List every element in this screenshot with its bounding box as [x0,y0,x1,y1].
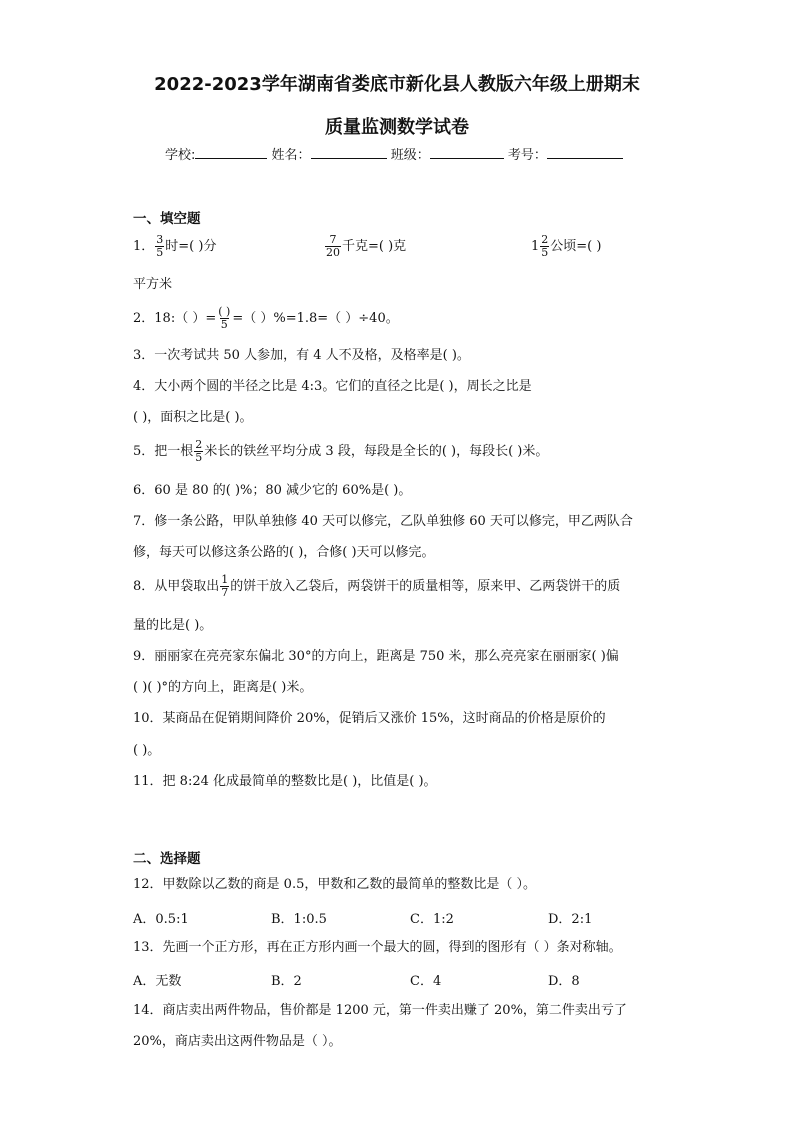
fraction: $\frac{1}{7}$ [221,573,229,599]
question-1-tail: 平方米 [133,277,173,292]
fraction: $\frac{( )}{5}$ [218,305,231,331]
question-12: 12．甲数除以乙数的商是 0.5，甲数和乙数的最简单的整数比是（ ）。 [133,877,536,892]
question-9-line1: 9．丽丽家在亮亮家东偏北 30°的方向上，距离是 750 米，那么亮亮家在丽丽家( )偏 [133,649,619,664]
question-2: 2．18:（ ）= $\frac{( )}{5}$ =（ ）%=1.8=（ ）÷40。 [133,305,399,331]
option-b: B．1:0.5 [271,912,327,927]
section-fill-in-title: 一、填空题 [133,211,201,227]
question-14-line1: 14．商店卖出两件物品，售价都是 1200 元，第一件卖出赚了 20%，第二件卖出亏了 [133,1003,627,1018]
name-label: 姓名： [271,148,311,163]
question-11: 11．把 8:24 化成最简单的整数比是( )，比值是( )。 [133,774,437,789]
question-9-line2: ( )( )°的方向上，距离是( )米。 [133,680,313,695]
fraction: $\frac{7}{20}$ [326,233,340,259]
fraction: $\frac{2}{5}$ [195,438,203,464]
student-info-row [165,144,623,163]
fraction: $\frac{2}{5}$ [541,233,549,259]
exam-number-label: 考号： [507,148,547,163]
question-1-part-2: $\frac{7}{20}$ 千克=( )克 [326,233,407,259]
question-1: 1． $\frac{3}{5}$ 时=( )分 [133,233,217,259]
option-c: C．4 [410,974,442,989]
question-4-line1: 4．大小两个圆的半径之比是 4:3。它们的直径之比是( )，周长之比是 [133,379,532,394]
school-label: 学校: [165,148,196,163]
question-3: 3．一次考试共 50 人参加，有 4 人不及格，及格率是( )。 [133,348,470,363]
exam-title-line2: 质量监测数学试卷 [325,117,469,138]
option-d: D．8 [548,974,580,989]
school-blank [195,146,267,159]
question-1-part-3: 1 $\frac{2}{5}$ 公顷=( ) [531,233,602,259]
question-5: 5．把一根 $\frac{2}{5}$ 米长的铁丝平均分成 3 段，每段是全长的( )，每段长( )米。 [133,438,549,464]
section-choice-title: 二、选择题 [133,851,201,867]
question-6: 6．60 是 80 的( )%；80 减少它的 60%是( )。 [133,483,412,498]
question-7-line2: 修，每天可以修这条公路的( )，合修( )天可以修完。 [133,545,435,560]
exam-title-line1: 2022-2023学年湖南省娄底市新化县人教版六年级上册期末 [154,74,640,95]
option-c: C．1:2 [410,912,454,927]
question-number: 1． [133,239,155,254]
question-4-line2: ( )，面积之比是( )。 [133,410,253,425]
name-blank [311,146,387,159]
class-label: 班级： [390,148,430,163]
option-d: D．2:1 [548,912,593,927]
option-a: A．0.5:1 [133,912,189,927]
question-13: 13．先画一个正方形，再在正方形内画一个最大的圆，得到的图形有（ ）条对称轴。 [133,940,622,955]
question-8-line2: 量的比是( )。 [133,618,213,633]
class-blank [430,146,504,159]
option-a: A．无数 [133,974,182,989]
question-10-line1: 10．某商品在促销期间降价 20%，促销后又涨价 15%，这时商品的价格是原价的 [133,711,606,726]
exam-number-blank [547,146,623,159]
question-8-line1: 8．从甲袋取出 $\frac{1}{7}$ 的饼干放入乙袋后，两袋饼干的质量相等，原来甲、乙两袋饼干的质 [133,573,621,599]
question-14-line2: 20%，商店卖出这两件物品是（ ）。 [133,1034,342,1049]
fraction: $\frac{3}{5}$ [156,233,164,259]
question-10-line2: ( )。 [133,743,161,758]
option-b: B．2 [271,974,302,989]
question-7-line1: 7．修一条公路，甲队单独修 40 天可以修完，乙队单独修 60 天可以修完，甲乙两队合 [133,514,633,529]
